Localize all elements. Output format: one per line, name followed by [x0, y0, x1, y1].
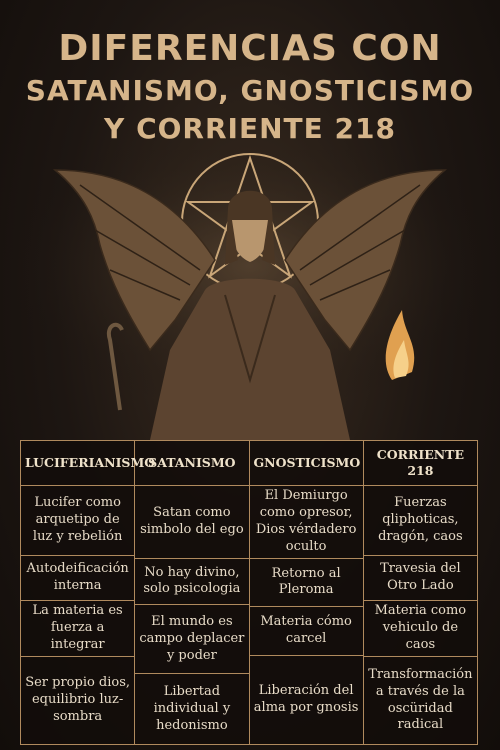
header-luciferianismo: LUCIFERIANISMO	[21, 441, 135, 486]
table-cell: Retorno al Pleroma	[250, 559, 363, 608]
table-cell: Ser propio dios, equilibrio luz-sombra	[25, 675, 131, 724]
table-cell: Autodeificación interna	[21, 556, 134, 601]
table-cell: La materia es fuerza a integrar	[21, 601, 134, 657]
header-corriente-218: CORRIENTE 218	[363, 441, 477, 486]
header-satanismo: SATANISMO	[135, 441, 249, 486]
title-line-1: DIFERENCIAS CON	[58, 28, 442, 69]
table-cell: Materia como vehiculo de caos	[364, 601, 477, 657]
column-corriente-218	[363, 486, 477, 745]
table-cell: Travesia del Otro Lado	[364, 556, 477, 601]
table-cell: El Demiurgo como opresor, Dios vérdadero oculto	[250, 486, 363, 559]
column-gnosticismo	[249, 486, 363, 745]
winged-figure-illustration	[0, 150, 500, 440]
table-cell: Lucifer como arquetipo de luz y rebelión	[21, 486, 134, 556]
column-satanismo	[135, 486, 249, 745]
table-cell: Liberación del alma por gnosis	[253, 682, 359, 715]
table-cell: El mundo es campo deplacer y poder	[135, 605, 248, 674]
title-line-3: Y CORRIENTE 218	[104, 112, 396, 145]
title-line-2: SATANISMO, GNOSTICISMO	[25, 74, 475, 107]
table-cell: Libertad individual y hedonismo	[153, 683, 231, 733]
header-gnosticismo: GNOSTICISMO	[249, 441, 363, 486]
column-luciferianismo	[21, 486, 135, 745]
comparison-table	[20, 440, 478, 745]
table-cell: Fuerzas qliphoticas, dragón, caos	[364, 486, 477, 556]
table-cell: Materia cómo carcel	[250, 607, 363, 656]
table-cell: Satan como simbolo del ego	[135, 486, 248, 559]
table-cell: No hay divino, solo psicologia	[135, 559, 248, 606]
table-cell: Transformación a través de la oscüridad radical	[368, 666, 473, 733]
